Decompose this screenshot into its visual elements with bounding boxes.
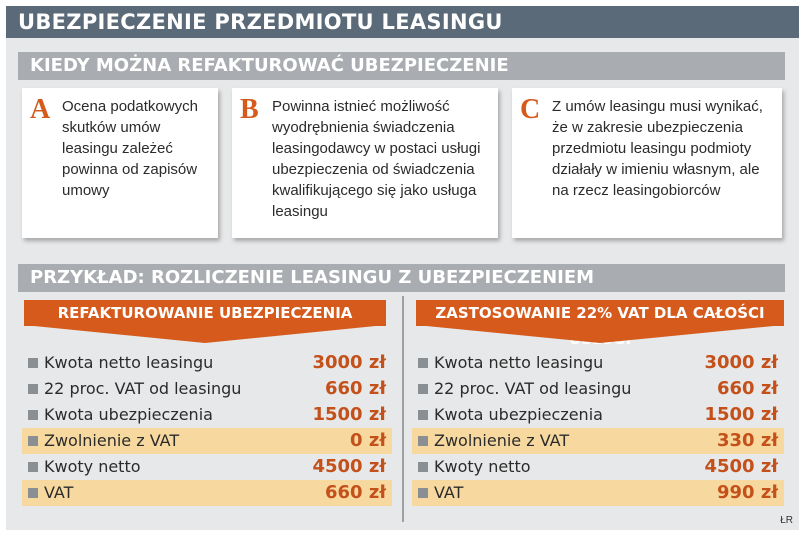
card-text: Powinna istnieć możliwość wyodrębnienia świadczenia leasingodawcy w postaci usługi ubezpieczenia od świadczenia kwalifikującego się jako usługa leasingu <box>272 98 481 220</box>
page-title: UBEZPIECZENIE PRZEDMIOTU LEASINGU <box>6 6 799 38</box>
table-row <box>22 402 392 428</box>
card-letter: A <box>30 94 51 125</box>
bullet-icon <box>418 410 428 420</box>
bullet-icon <box>28 488 38 498</box>
table-row <box>22 376 392 402</box>
bullet-icon <box>418 462 428 472</box>
row-label: Kwoty netto <box>434 457 531 476</box>
bullet-icon <box>28 436 38 446</box>
row-value: 3000 zł <box>312 352 386 373</box>
row-value: 660 zł <box>325 482 386 503</box>
card-text: Z umów leasingu musi wynikać, że w zakresie ubezpieczenia przedmiotu leasingu podmioty działały w imieniu własnym, ale na rzecz leasingobiorców <box>552 98 763 199</box>
row-value: 3000 zł <box>704 352 778 373</box>
section-title-example: PRZYKŁAD: ROZLICZENIE LEASINGU Z UBEZPIECZENIEM <box>18 264 785 292</box>
card-text: Ocena podatkowych skutków umów leasingu zależeć powinna od zapisów umowy <box>62 98 198 199</box>
row-label: Zwolnienie z VAT <box>44 431 180 450</box>
row-value: 0 zł <box>350 430 386 451</box>
row-label: Kwota ubezpieczenia <box>44 405 213 424</box>
card-b <box>232 88 498 238</box>
rows-left <box>22 350 392 506</box>
bullet-icon <box>418 488 428 498</box>
arrow-down-icon <box>416 325 784 343</box>
row-label: Kwota ubezpieczenia <box>434 405 603 424</box>
table-row <box>412 350 784 376</box>
row-value: 990 zł <box>717 482 778 503</box>
table-row <box>412 454 784 480</box>
row-value: 330 zł <box>717 430 778 451</box>
row-label: Zwolnienie z VAT <box>434 431 570 450</box>
bullet-icon <box>418 384 428 394</box>
credit-label: ŁR <box>780 515 793 526</box>
row-label: 22 proc. VAT od leasingu <box>434 379 632 398</box>
table-row-highlighted <box>412 480 784 506</box>
table-row-highlighted <box>22 480 392 506</box>
bullet-icon <box>28 358 38 368</box>
table-row <box>412 402 784 428</box>
section-title-when: KIEDY MOŻNA REFAKTUROWAĆ UBEZPIECZENIE <box>18 52 785 80</box>
card-letter: B <box>240 94 259 125</box>
column-divider <box>402 296 404 522</box>
row-value: 660 zł <box>717 378 778 399</box>
row-value: 660 zł <box>325 378 386 399</box>
table-row-highlighted <box>22 428 392 454</box>
row-value: 4500 zł <box>704 456 778 477</box>
bullet-icon <box>28 462 38 472</box>
row-label: Kwota netto leasingu <box>434 353 604 372</box>
bullet-icon <box>28 410 38 420</box>
table-row <box>22 350 392 376</box>
bullet-icon <box>28 384 38 394</box>
row-value: 1500 zł <box>312 404 386 425</box>
row-value: 4500 zł <box>312 456 386 477</box>
bullet-icon <box>418 358 428 368</box>
card-a <box>22 88 218 238</box>
row-label: Kwoty netto <box>44 457 141 476</box>
row-label: VAT <box>44 483 74 502</box>
arrow-down-icon <box>24 325 386 343</box>
card-c <box>512 88 782 238</box>
column-header-left: REFAKTUROWANIE UBEZPIECZENIA <box>24 300 386 326</box>
card-letter: C <box>520 94 541 125</box>
row-label: VAT <box>434 483 464 502</box>
table-row <box>412 376 784 402</box>
table-row-highlighted <box>412 428 784 454</box>
row-value: 1500 zł <box>704 404 778 425</box>
table-row <box>22 454 392 480</box>
rows-right <box>412 350 784 506</box>
row-label: 22 proc. VAT od leasingu <box>44 379 242 398</box>
row-label: Kwota netto leasingu <box>44 353 214 372</box>
bullet-icon <box>418 436 428 446</box>
column-header-right: ZASTOSOWANIE 22% VAT DLA CAŁOŚCI <box>416 300 784 326</box>
